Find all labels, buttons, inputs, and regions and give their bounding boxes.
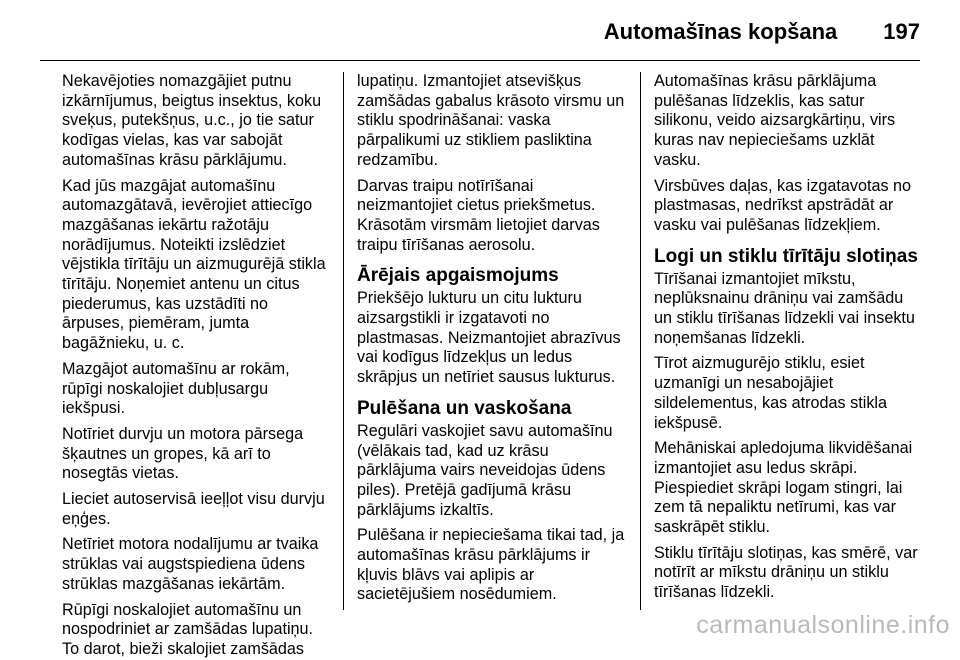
paragraph: Virsbūves daļas, kas izgatavotas no plastmasas, nedrīkst apstrādāt ar vasku vai pulēšanas līdzekļiem. [654, 176, 912, 234]
paragraph: Notīriet durvju un motora pārsega šķautnes un gropes, kā arī to nosegtās vietas. [62, 424, 304, 483]
column-divider [343, 72, 344, 610]
page-header [40, 12, 920, 52]
paragraph: Regulāri vaskojiet savu automašīnu (vēlākais tad, kad uz krāsu pārklājuma vairs neveidojas ūdens piles). Pretējā gadījumā krāsu pārklājums izkaltīs. [357, 421, 613, 519]
paragraph: Stiklu tīrītāju slotiņas, kas smērē, var notīrīt ar mīkstu drāniņu un stiklu tīrīšanas līdzekli. [654, 543, 918, 602]
paragraph: Mehāniskai apledojuma likvidēšanai izmantojiet asu ledus skrāpi. Piespiediet skrāpi logam stingri, lai zem tā nepaliktu netīrumi, kas var saskrāpēt stiklu. [654, 439, 913, 537]
paragraph: Tīrot aizmugurējo stiklu, esiet uzmanīgi un nesabojājiet sildelementus, kas atrodas stikla iekšpusē. [654, 354, 888, 432]
header-divider [40, 60, 920, 61]
paragraph: Tīrīšanai izmantojiet mīkstu, neplūksnainu drāniņu vai zamšādu un stiklu tīrīšanas līdzekli vai insektu noņemšanas līdzekli. [654, 269, 915, 347]
paragraph: Priekšējo lukturu un citu lukturu aizsargstikli ir izgatavoti no plastmasas. Neizmantojiet abrazīvus vai kodīgus līdzekļus un ledus skrāpjus un netīriet sausus lukturus. [357, 289, 621, 387]
section-heading: Logi un stiklu tīrītāju slotiņas [654, 245, 918, 267]
page-title: Automašīnas kopšana [603, 19, 838, 44]
paragraph: Rūpīgi noskalojiet automašīnu un nospodriniet ar zamšādas lupatiņu. To darot, bieži skalojiet zamšādas [62, 600, 314, 658]
column-divider [640, 72, 641, 610]
paragraph: Kad jūs mazgājat automašīnu automazgātavā, ievērojiet attiecīgo mazgāšanas iekārtu ražotāju norādījumus. Noteikti izslēdziet vējstikla tīrītāju un aizmugurējā stikla tīrītāju. Noņemiet antenu un citus piederumus, kas uzstādīti no ārpuses, piemēram, jumta bagāžnieku, u. c. [62, 176, 326, 353]
paragraph: lupatiņu. Izmantojiet atsevišķus zamšādas gabalus krāsoto virsmu un stiklu spodrināšanai: vaska pārpalikumi uz stikliem pasliktina redzamību. [357, 72, 625, 169]
paragraph: Netīriet motora nodalījumu ar tvaika strūklas vai augstspiediena ūdens strūklas mazgāšanas iekārtām. [62, 535, 319, 593]
section-heading: Ārējais apgaismojums [357, 265, 559, 287]
paragraph: Lieciet autoservisā ieeļļot visu durvju eņģes. [62, 490, 325, 528]
paragraph: Automašīnas krāsu pārklājuma pulēšanas līdzeklis, kas satur silikonu, veido aizsargkārtiņu, virs kuras nav nepieciešams uzklāt vasku. [654, 72, 896, 169]
paragraph: Darvas traipu notīrīšanai neizmantojiet cietus priekšmetus. Krāsotām virsmām lietojiet darvas traipu tīrīšanas aerosolu. [357, 176, 600, 254]
watermark: carmanualsonline.info [696, 611, 950, 639]
paragraph: Nekavējoties nomazgājiet putnu izkārnījumus, beigtus insektus, koku sveķus, putekšņus, u.c., jo tie satur kodīgas vielas, kas var sabojāt automašīnas krāsu pārklājumu. [62, 72, 322, 169]
section-heading: Pulēšana un vaskošana [357, 397, 572, 419]
text-column-1 [62, 72, 334, 658]
paragraph: Pulēšana ir nepieciešama tikai tad, ja automašīnas krāsu pārklājums ir kļuvis blāvs vai aplipis ar sacietējušiem nosēdumiem. [357, 526, 625, 604]
text-column-3 [654, 72, 924, 610]
page-number: 197 [883, 19, 920, 44]
paragraph: Mazgājot automašīnu ar rokām, rūpīgi noskalojiet dubļusargu iekšpusi. [62, 359, 290, 418]
text-column-2 [357, 72, 631, 610]
